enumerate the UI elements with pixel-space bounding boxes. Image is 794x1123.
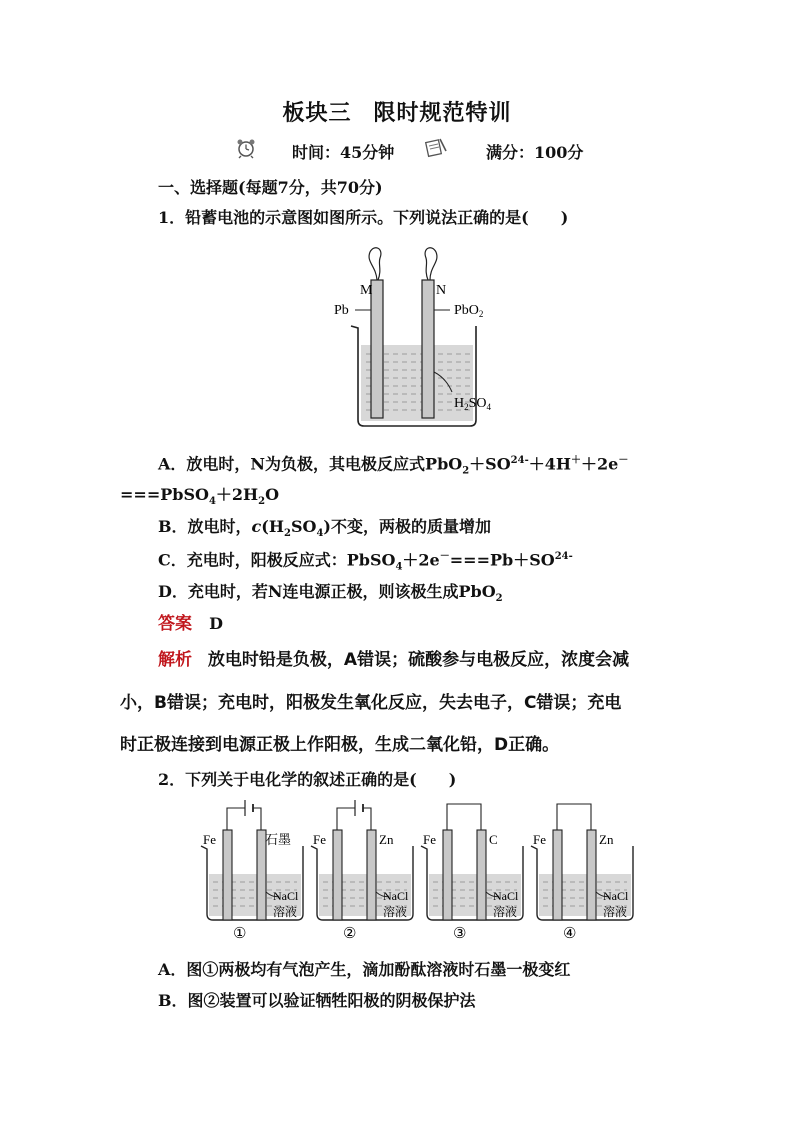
answer-label: 答案 xyxy=(158,614,192,634)
cell-3-right-label: C xyxy=(489,832,498,847)
cell-4-nacl: NaCl xyxy=(603,889,629,903)
electrode-m xyxy=(371,280,383,418)
writing-pad-icon xyxy=(424,136,448,158)
q1-answer xyxy=(158,609,223,634)
answer-value: D xyxy=(209,614,223,633)
cell-1-right-label: 石墨 xyxy=(265,832,292,847)
cell-1-nacl: NaCl xyxy=(273,889,299,903)
cell-2-solution: 溶液 xyxy=(383,905,408,919)
cell-3-nacl: NaCl xyxy=(493,889,519,903)
cell-3-left-label: Fe xyxy=(423,832,436,847)
question-1-text: 1．铅蓄电池的示意图如图所示。下列说法正确的是( ) xyxy=(158,208,569,227)
cell-1-solution: 溶液 xyxy=(273,905,298,919)
title-part-1: 板块三 xyxy=(282,100,352,126)
cell-2-right-label: Zn xyxy=(379,832,394,847)
cell-4-solution: 溶液 xyxy=(603,905,628,919)
q1-option-d: D．充电时，若N连电源正极，则该极生成PbO$_2$ xyxy=(158,582,503,605)
cell-2-nacl: NaCl xyxy=(383,889,409,903)
lead-acid-battery-figure xyxy=(318,244,518,434)
cell-4-right-label: Zn xyxy=(599,832,614,847)
electrode-n xyxy=(422,280,434,418)
q1-explanation-line-1: 解析 放电时铅是负极，A错误；硫酸参与电极反应，浓度会减 xyxy=(158,650,630,670)
title-part-2: 限时规范特训 xyxy=(373,100,512,126)
label-n: N xyxy=(436,283,447,298)
question-2-stem: 2．下列关于电化学的叙述正确的是( ) xyxy=(158,770,457,789)
wire-3 xyxy=(447,804,481,830)
cell-1 xyxy=(201,800,303,942)
time-limit: 时间：45分钟 xyxy=(292,143,395,162)
electrochemistry-figures xyxy=(195,796,645,946)
cell-2-number: ② xyxy=(343,926,357,942)
cell-2-left-label: Fe xyxy=(313,832,326,847)
cell-4-left-label: Fe xyxy=(533,832,546,847)
cell-4-number: ④ xyxy=(563,926,577,942)
question-1-stem xyxy=(158,205,568,228)
wire-4 xyxy=(557,804,591,830)
section-heading: 一、选择题(每题7分，共70分) xyxy=(158,178,383,197)
cell-3 xyxy=(421,804,523,942)
q1-option-c: C．充电时，阳极反应式：$PbSO_4+2e^-===Pb+SO^{24-}$ xyxy=(158,550,573,573)
q2-option-a: A．图①两极均有气泡产生，滴加酚酞溶液时石墨一极变红 xyxy=(158,960,571,979)
label-pbo2: PbO$_2$ xyxy=(454,303,484,319)
label-pb: Pb xyxy=(334,303,349,318)
cell-3-number: ③ xyxy=(453,926,467,942)
cell-1-number: ① xyxy=(233,926,247,942)
q1-explanation-line-2: 小，B错误；充电时，阳极发生氧化反应，失去电子，C错误；充电 xyxy=(120,693,622,713)
q1-option-a: A．放电时，N为负极，其电极反应式$PbO_2+SO^{24-}+4H^++2e^-$ xyxy=(158,454,629,477)
page-title xyxy=(0,96,794,127)
cell-4 xyxy=(531,804,633,942)
q1-explanation-line-3: 时正极连接到电源正极上作阳极，生成二氧化铅，D正确。 xyxy=(120,735,560,755)
q2-option-b: B．图②装置可以验证牺牲阳极的阴极保护法 xyxy=(158,991,476,1010)
explanation-label: 解析 xyxy=(158,650,192,670)
alarm-clock-icon xyxy=(235,137,257,159)
cell-3-solution: 溶液 xyxy=(493,905,518,919)
full-score: 满分：100分 xyxy=(486,143,584,162)
wire-left xyxy=(369,248,381,280)
label-h2so4: $H_2SO_4$ xyxy=(454,396,492,412)
q1-option-b: B．放电时，$c(H_2SO_4)$不变，两极的质量增加 xyxy=(158,517,491,540)
q1-option-a-cont: $===PbSO_4+2H_2O$ xyxy=(120,485,280,508)
label-m: M xyxy=(360,283,373,298)
wire-right xyxy=(425,248,437,280)
cell-2 xyxy=(311,800,413,942)
cell-1-left-label: Fe xyxy=(203,832,216,847)
